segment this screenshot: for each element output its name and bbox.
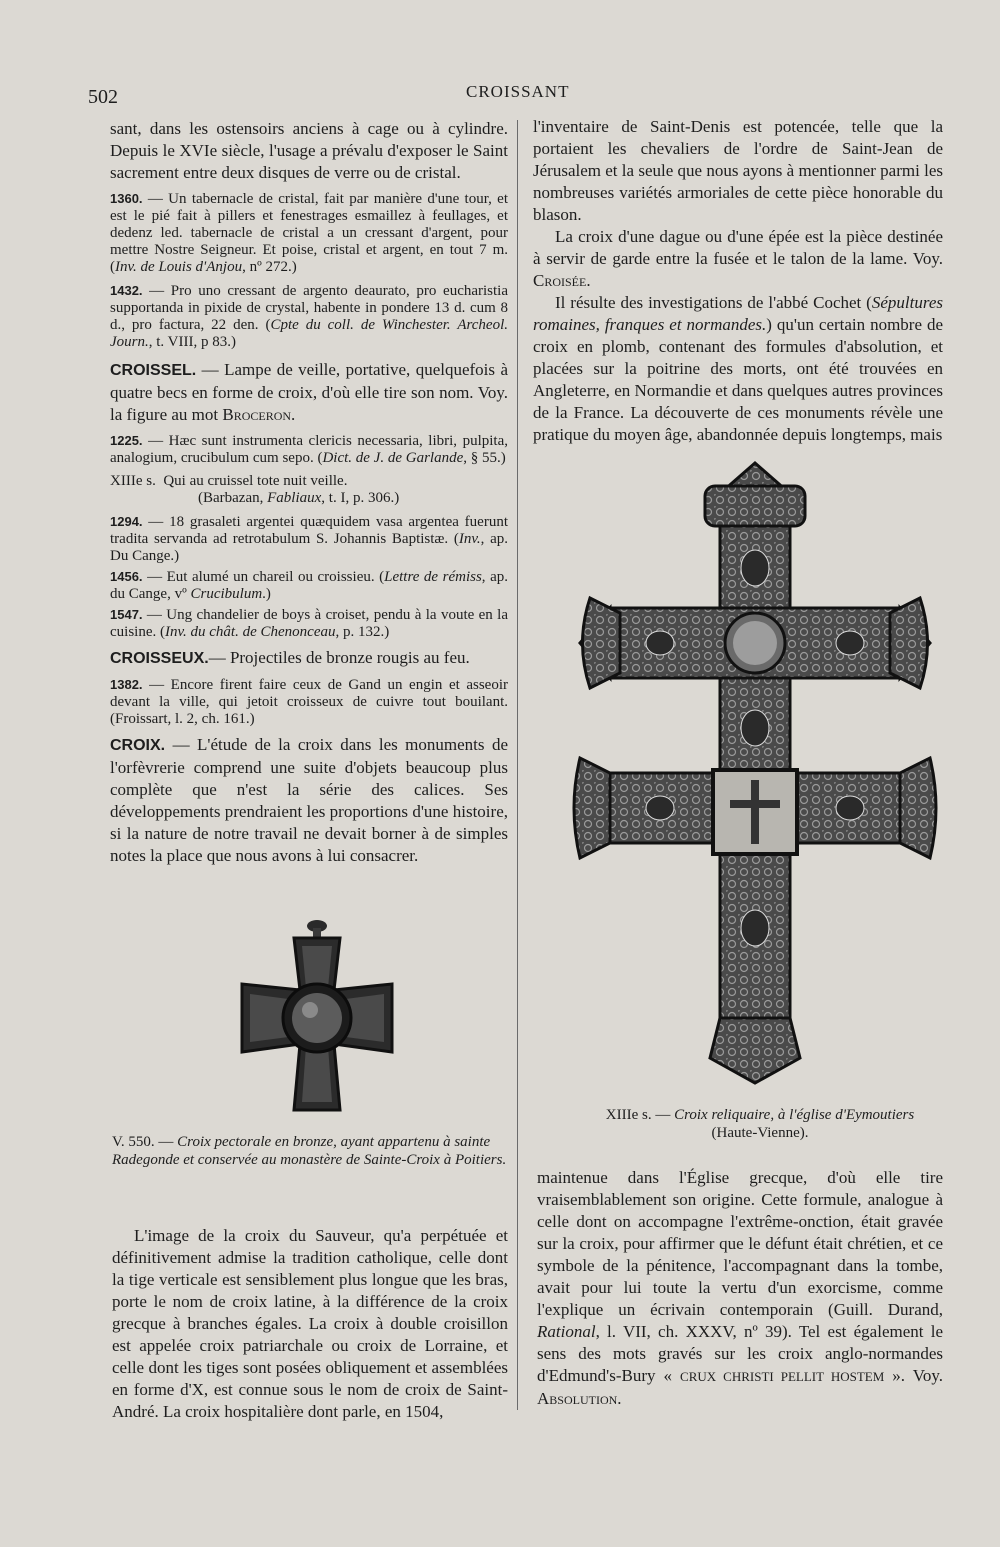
citation-end: , nº 272.) — [242, 259, 297, 275]
caption-line-1 — [560, 1106, 960, 1124]
entry-text: — Lampe de veille, portative, quelquefois à quatre becs en forme de croix, d'où elle tire son nom. Voy. la figure au mot — [110, 360, 508, 424]
citation-text: — Eut alumé un chareil ou croissieu. ( — [142, 569, 385, 585]
caption-place: (Haute-Vienne). — [711, 1125, 809, 1141]
left-column — [110, 118, 508, 867]
right-column — [533, 116, 943, 446]
paragraph-cochet — [533, 292, 943, 446]
citation-text: — 18 grasaleti argentei quæquidem vasa argentea fuerunt tradita servanda ad retrotabulum S. Johannis Baptistæ. ( — [110, 514, 508, 547]
citation-mid: , ap. du Cange, vº — [110, 569, 508, 602]
entry-croix — [110, 734, 508, 867]
citation-year: 1432. — [110, 283, 143, 298]
caption-lead: V. 550. — — [112, 1134, 178, 1150]
paragraph-text-2: , l. VII, ch. XXXV, nº 39). Tel est également le sens des mots gravés sur les croix anglo-normandes d'Edmund's-Bury « — [537, 1322, 943, 1385]
entry-end: . — [291, 405, 296, 424]
entry-croisseux — [110, 647, 508, 670]
citation-year: 1360. — [110, 191, 143, 206]
paragraph-croix-latine: L'image de la croix du Sauveur, qu'a perpétuée et définitivement admise la tradition catholique, celle dont la tige verticale est sensiblement plus longue que les bras, porte le nom de croix latine, à la différence de la croix grecque à branches égales. La croix à double croisillon est appelée croix patriarchale ou croix de Lorraine, et celle dont les tiges sont posées obliquement et assemblées en forme d'X, est connue sous le nom de croix de Saint-André. La croix hospitalière dont parle, en 1504, — [112, 1226, 508, 1421]
citation-1225 — [110, 432, 508, 467]
paragraph-end: . — [586, 271, 591, 290]
entry-text: — L'étude de la croix dans les monuments de l'orfèvrerie comprend une suite d'objets beaucoup plus complète que n'est la série des calices. Ses développements prendraient les proportions d'une histoire, si la nature de notre travail ne devait borner à de simples notes la place que nous avons à lui consacrer. — [110, 735, 508, 865]
citation-1360 — [110, 190, 508, 276]
paragraph-text-2: ) qu'un certain nombre de croix en plomb, contenant des formules d'absolution, et placées sur la poitrine des morts, ont été trouvées en Angleterre, en Normandie et dans quelques autres provinces de la France. La découverte de ces monuments révèle une pratique du moyen âge, abandonnée depuis longtemps, mais — [533, 315, 943, 444]
citation-source: Cpte du coll. de Winchester. Archeol. Journ. — [110, 317, 508, 350]
paragraph-text: Il résulte des investigations de l'abbé Cochet ( — [555, 293, 872, 312]
citation-year: 1294. — [110, 514, 143, 529]
pectoral-cross-caption — [112, 1133, 508, 1169]
reliquary-cross-caption — [560, 1106, 960, 1142]
right-column-lower — [537, 1167, 943, 1410]
verse-text: Qui au cruissel tote nuit veille. — [163, 473, 348, 489]
citation-text: — Pro uno cressant de argento deaurato, pro eucharistia supportanda in pixide de crystal, habente in pondere 13 d. cum 8 d., pro factura, 22 den. ( — [110, 283, 508, 333]
citation-end: , § 55.) — [463, 450, 506, 466]
citation-text: — Encore firent faire ceux de Gand un engin et asseoir devant la ville, qui jetoit croisseux de cuivre tout bouilant. (Froissart, l. 2, ch. 161.) — [110, 677, 508, 727]
citation-year: 1456. — [110, 569, 143, 584]
caption-lead: XIIIe s. — — [605, 1107, 675, 1123]
paragraph-text: maintenue dans l'Église grecque, d'où elle tire vraisemblablement son origine. Cette formule, analogue à celle dont on accompagne l'extrême-onction, était gravée sur la croix, pour affirmer que le défunt était chrétien, et ce symbole de la pénitence, l'accompagnant dans la tombe, avait pour lui toute la vertu d'un exorcisme, comme l'explique un écrivain contemporain (Guill. Durand, — [537, 1168, 943, 1319]
citation-year: 1225. — [110, 433, 143, 448]
entry-text: — Projectiles de bronze rougis au feu. — [208, 648, 470, 667]
entry-croissel — [110, 359, 508, 426]
citation-1294 — [110, 513, 508, 565]
paragraph-eglise-grecque — [537, 1167, 943, 1410]
paragraph-text-3: ». Voy. — [884, 1366, 943, 1385]
citation-text: — Hæc sunt instrumenta clericis necessaria, libri, pulpita, analogium, crucibulum cum sepo. ( — [110, 433, 508, 466]
paragraph-source: Sépultures romaines, franques et normandes. — [533, 293, 943, 334]
paragraph-source: Rational — [537, 1322, 596, 1341]
reliquary-cross-illustration — [570, 458, 940, 1092]
paragraph-end: . — [617, 1389, 622, 1408]
citation-text: — Un tabernacle de cristal, fait par manière d'une tour, et est le pié fait à pillers et fenestrages esmaillez à feullages, et dedenz led. tabernacle de cristal a un cressant d'argent, pour mettre Nostre Seigneur. Et poise, cristal et argent, en tout 7 m. ( — [110, 191, 508, 275]
pectoral-cross-image — [222, 918, 412, 1118]
citation-1382 — [110, 676, 508, 728]
entry-headword: CROISSEL. — [110, 362, 197, 379]
cross-reference: Croisée — [533, 271, 587, 290]
citation-end: , t. VIII, p 83.) — [148, 334, 236, 350]
column-divider — [517, 120, 518, 1410]
citation-end: , p. 132.) — [335, 624, 390, 640]
reliquary-cross-image — [570, 458, 940, 1088]
citation-source: Dict. de J. de Garlande — [322, 450, 464, 466]
caption-text: Croix pectorale en bronze, ayant appartenu à sainte Radegonde et conservée au monastère de Sainte-Croix à Poitiers. — [112, 1134, 507, 1168]
cross-reference: Broceron — [222, 405, 292, 424]
verse-date: XIIIe s. — [110, 473, 156, 489]
citation-1456 — [110, 568, 508, 603]
citation-source: Inv. — [458, 531, 481, 547]
citation-text: — Ung chandelier de boys à croiset, pendu à la voute en la cuisine. ( — [110, 607, 508, 640]
paragraph-potencee: l'inventaire de Saint-Denis est potencée, telle que la portaient les chevaliers de l'ordre de Saint-Jean de Jérusalem et la seule que nous ayons à mentionner parmi les nombreuses variétés armoriales de cette pièce honorable du blason. — [533, 117, 943, 224]
verse-source-a: (Barbazan, — [198, 490, 268, 506]
citation-source: Lettre de rémiss — [384, 569, 482, 585]
left-column-lower — [112, 1225, 508, 1423]
page-number: 502 — [88, 86, 118, 108]
citation-source-2: Crucibulum — [190, 586, 263, 602]
verse-source-title: Fabliaux — [267, 490, 322, 506]
inscription: CRUX CHRISTI PELLIT HOSTEM — [680, 1369, 885, 1384]
citation-1432 — [110, 282, 508, 351]
cross-reference: Absolution — [537, 1389, 618, 1408]
entry-headword: CROIX. — [110, 737, 166, 754]
paragraph-dague — [533, 226, 943, 292]
citation-year: 1382. — [110, 677, 143, 692]
citation-end: .) — [262, 586, 271, 602]
pectoral-cross-illustration — [222, 918, 412, 1122]
paragraph-text: La croix d'une dague ou d'une épée est la pièce destinée à servir de garde entre la fusée et le talon de la lame. Voy. — [533, 227, 943, 268]
entry-headword: CROISSEUX. — [110, 650, 209, 667]
running-head: CROISSANT — [466, 82, 570, 101]
citation-end: , ap. Du Cange.) — [110, 531, 508, 564]
citation-year: 1547. — [110, 607, 143, 622]
citation-source: Inv. du chât. de Chenonceau — [164, 624, 336, 640]
citation-source: Inv. de Louis d'Anjou — [115, 259, 243, 275]
verse-source-c: , t. I, p. 306.) — [321, 490, 400, 506]
citation-1547 — [110, 606, 508, 641]
caption-text: Croix reliquaire, à l'église d'Eymoutiers — [674, 1107, 915, 1123]
intro-paragraph: sant, dans les ostensoirs anciens à cage ou à cylindre. Depuis le XVIe siècle, l'usage a prévalu d'exposer le Saint sacrement entre deux disques de verre ou de cristal. — [110, 119, 508, 182]
verse-source — [198, 490, 508, 507]
verse-quote — [110, 473, 508, 490]
